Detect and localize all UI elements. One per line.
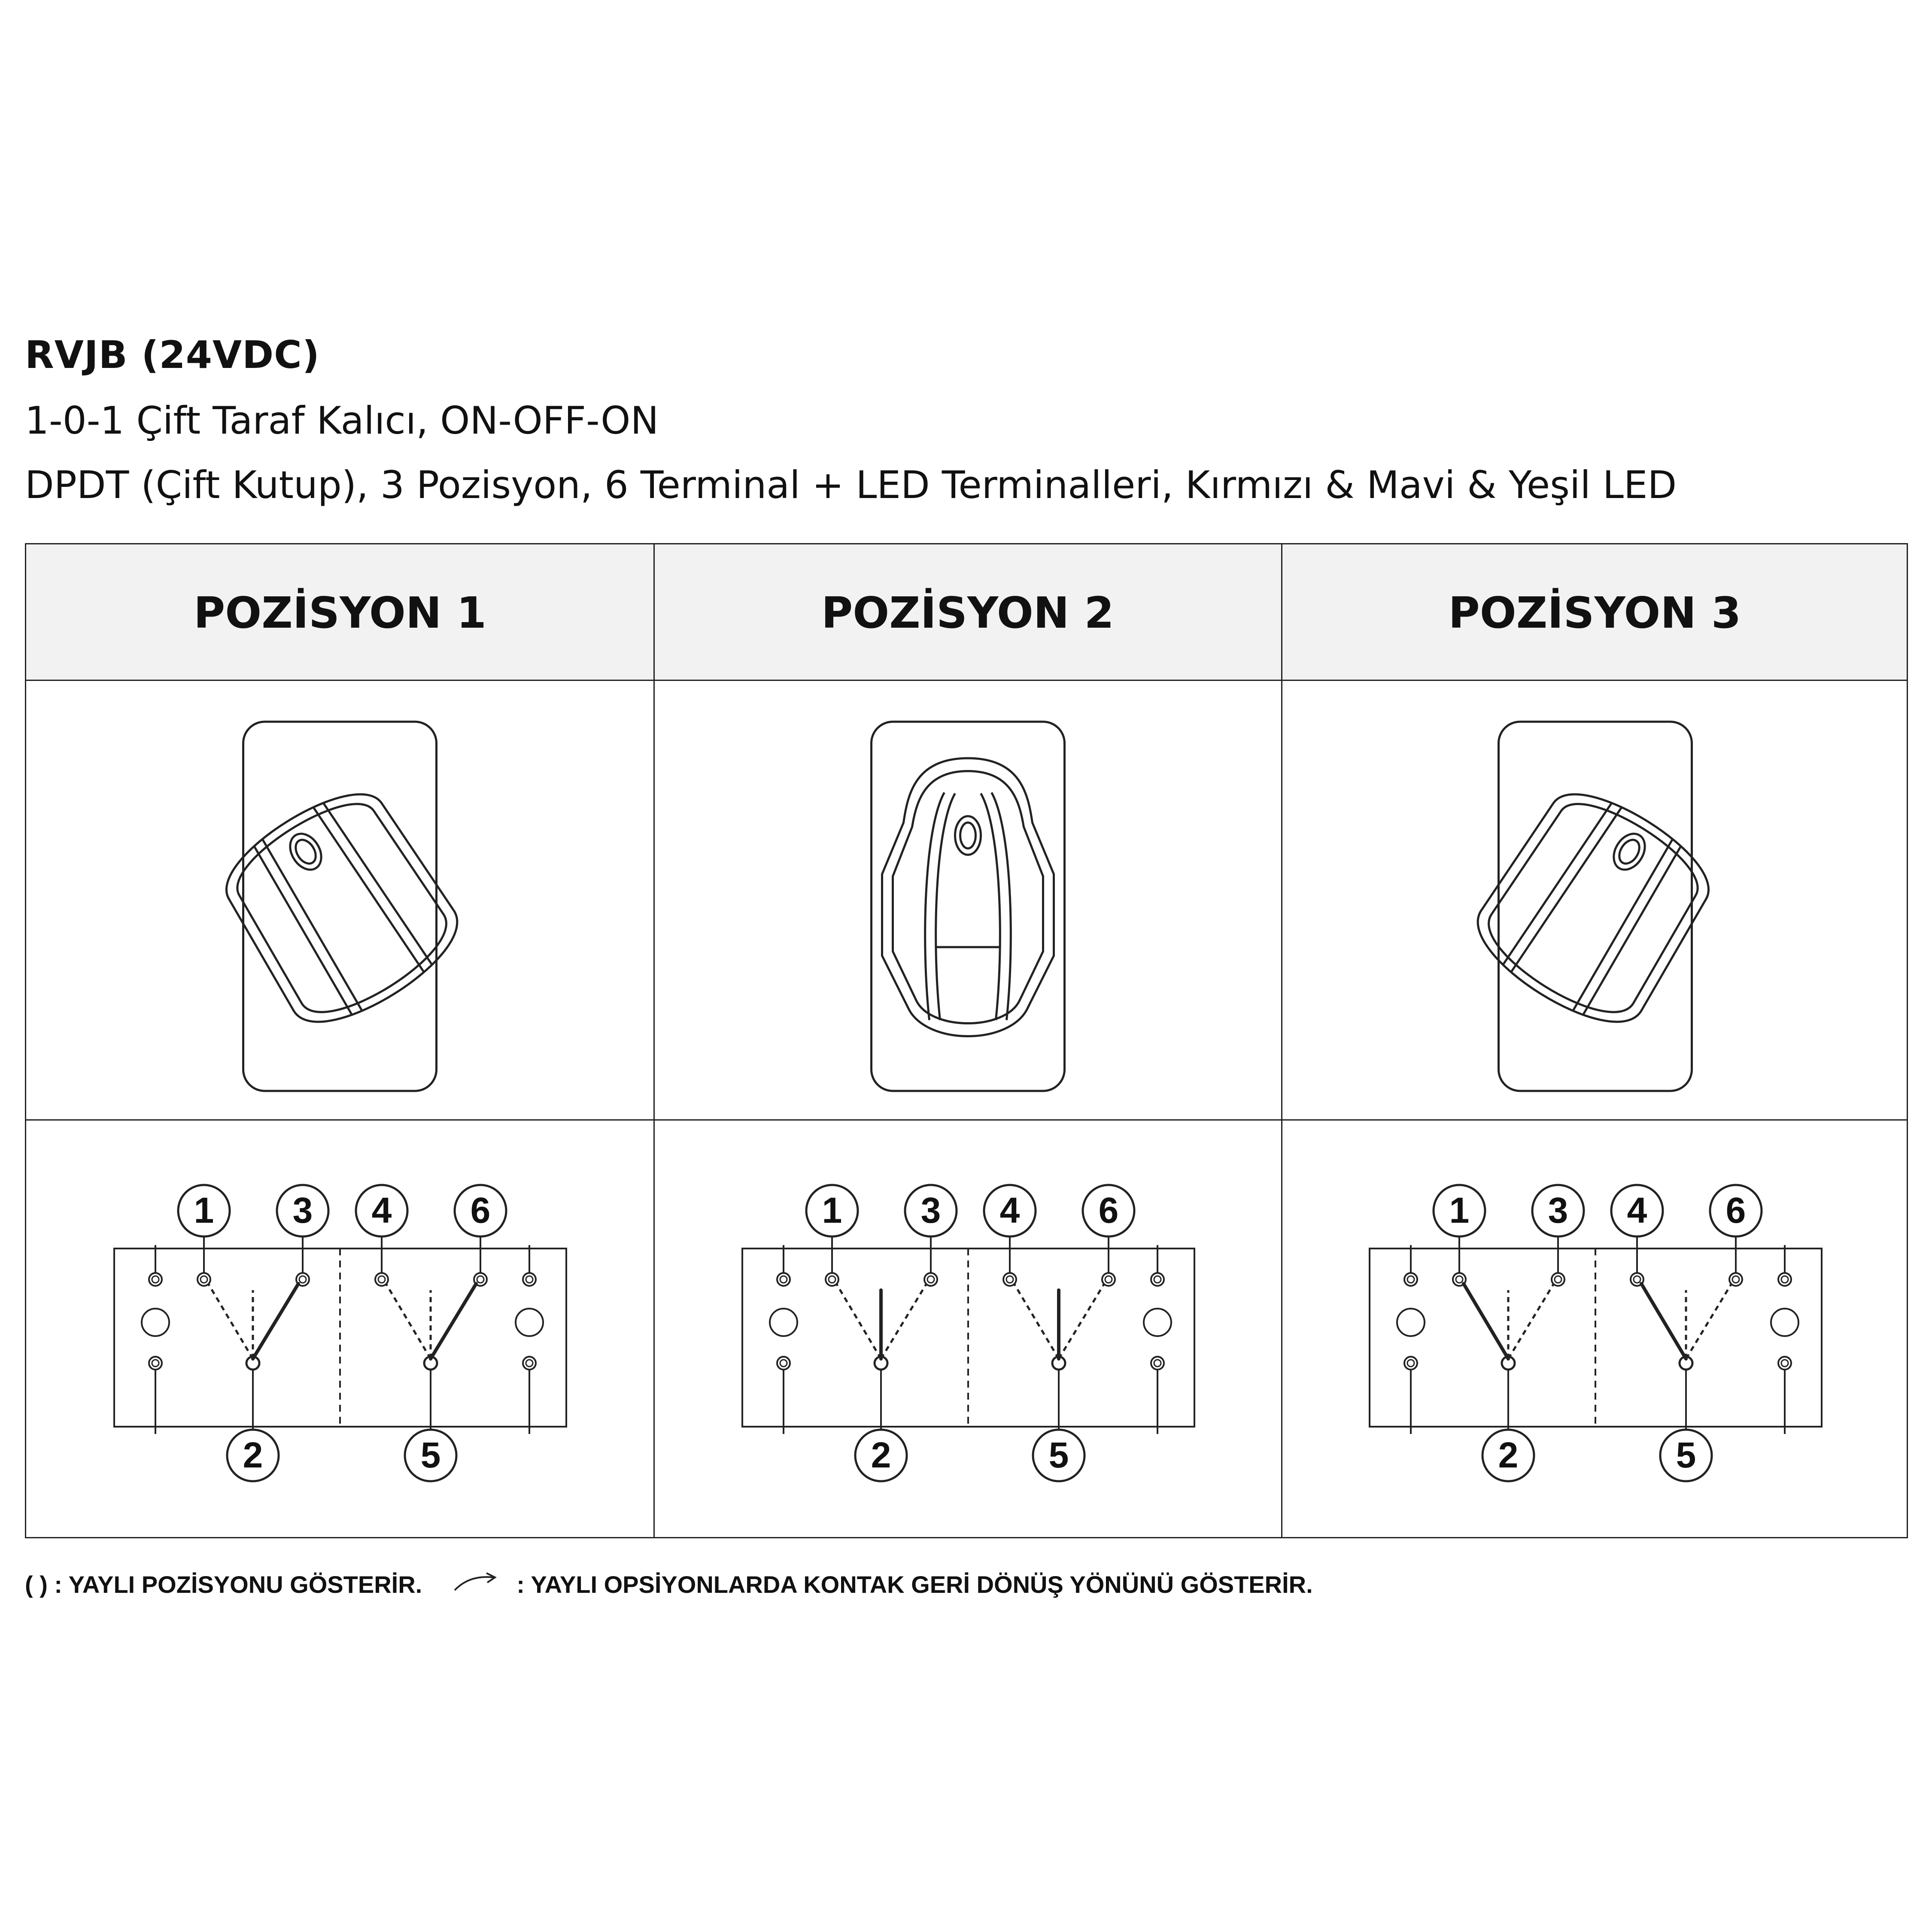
led-terminal-inner xyxy=(152,1360,159,1367)
led-terminal-inner xyxy=(1154,1276,1161,1283)
table-header-row xyxy=(26,544,1907,681)
terminal-number-top: 6 xyxy=(1725,1190,1746,1230)
circuit-diagram-1 xyxy=(26,1121,653,1537)
terminal-number-top: 1 xyxy=(194,1190,214,1230)
led-terminal-inner xyxy=(1781,1360,1788,1367)
rocker-ridge xyxy=(981,793,1000,1020)
terminal-number-top: 6 xyxy=(1098,1190,1119,1230)
inactive-path xyxy=(1059,1284,1104,1359)
led-terminal xyxy=(777,1273,790,1286)
active-contact-arm xyxy=(253,1284,298,1359)
led-terminal xyxy=(523,1357,536,1370)
active-contact-arm xyxy=(431,1284,476,1359)
terminal-contact-inner xyxy=(1732,1276,1739,1283)
led-terminal-large xyxy=(142,1309,169,1336)
inactive-path xyxy=(1686,1284,1732,1359)
led-terminal xyxy=(777,1357,790,1370)
rocker-ridge xyxy=(1511,804,1622,976)
terminal-contact-inner xyxy=(1555,1276,1561,1283)
rocker-body xyxy=(207,722,475,1091)
inactive-path xyxy=(386,1284,431,1359)
rocker-body xyxy=(1461,722,1728,1091)
curved-arrow-icon xyxy=(452,1571,499,1598)
rocker-housing xyxy=(1499,722,1692,1091)
terminal-contact-inner xyxy=(927,1276,934,1283)
page-subtitle: 1-0-1 Çift Taraf Kalıcı, ON-OFF-ON xyxy=(25,398,659,443)
circuit-body xyxy=(114,1185,566,1481)
led-terminal xyxy=(1778,1357,1791,1370)
led-terminal-inner xyxy=(1154,1360,1161,1367)
terminal-number-top: 3 xyxy=(292,1190,313,1230)
active-contact-arm xyxy=(1464,1284,1508,1359)
terminal-number-bottom: 5 xyxy=(1676,1435,1696,1475)
active-contact-arm xyxy=(1641,1284,1686,1359)
led-lens-icon xyxy=(1607,828,1651,875)
terminal-contact-inner xyxy=(1634,1276,1640,1283)
led-terminal-large xyxy=(1397,1309,1425,1336)
terminal-number-bottom: 5 xyxy=(420,1435,441,1475)
rocker-cap-inner xyxy=(893,771,1043,1024)
led-terminal-inner xyxy=(526,1276,533,1283)
led-terminal-inner xyxy=(780,1360,787,1367)
rocker-housing xyxy=(243,722,437,1091)
led-terminal xyxy=(1778,1273,1791,1286)
led-terminal-large xyxy=(1144,1309,1171,1336)
page-description: DPDT (Çift Kutup), 3 Pozisyon, 6 Terminal + LED Terminalleri, Kırmızı & Mavi & Yeşil LED xyxy=(25,463,1677,507)
terminal-number-bottom: 2 xyxy=(871,1435,891,1475)
rocker-ridge xyxy=(313,804,424,976)
led-terminal xyxy=(1404,1273,1417,1286)
led-terminal-inner xyxy=(526,1360,533,1367)
led-terminal xyxy=(149,1357,162,1370)
spring-position-note: ( ) : YAYLI POZİSYONU GÖSTERİR. xyxy=(25,1571,422,1598)
terminal-contact-inner xyxy=(477,1276,484,1283)
position-1-header: POZİSYON 1 xyxy=(194,587,486,638)
terminal-contact-inner xyxy=(299,1276,306,1283)
rocker-cap xyxy=(207,772,475,1044)
led-terminal-inner xyxy=(1407,1276,1414,1283)
return-direction-note: : YAYLI OPSİYONLARDA KONTAK GERİ DÖNÜŞ YÖNÜNÜ GÖSTERİR. xyxy=(516,1571,1313,1598)
led-terminal xyxy=(523,1273,536,1286)
led-lens-icon xyxy=(284,828,328,875)
led-terminal xyxy=(1151,1273,1164,1286)
led-terminal-large xyxy=(770,1309,797,1336)
rocker-ridge xyxy=(1577,846,1686,1015)
led-terminal xyxy=(149,1273,162,1286)
terminal-contact-inner xyxy=(1006,1276,1013,1283)
rocker-switch-icon xyxy=(26,681,653,1119)
terminal-contact-inner xyxy=(200,1276,207,1283)
terminal-number-bottom: 5 xyxy=(1048,1435,1069,1475)
terminal-number-bottom: 2 xyxy=(1498,1435,1519,1475)
circuit-body xyxy=(742,1185,1194,1481)
inactive-path xyxy=(1508,1284,1554,1359)
terminal-number-top: 1 xyxy=(1449,1190,1470,1230)
inactive-path xyxy=(208,1284,253,1359)
led-terminal xyxy=(1404,1357,1417,1370)
led-terminal-inner xyxy=(1781,1276,1788,1283)
rocker-drawing-1 xyxy=(26,681,653,1119)
rocker-cap-outline xyxy=(882,758,1054,1036)
terminal-number-top: 4 xyxy=(1627,1190,1647,1230)
positions-table xyxy=(25,543,1908,1538)
terminal-number-top: 1 xyxy=(822,1190,842,1230)
position-2-header: POZİSYON 2 xyxy=(821,587,1114,638)
led-terminal-inner xyxy=(152,1276,159,1283)
led-terminal-inner xyxy=(780,1276,787,1283)
rocker-ridge xyxy=(249,846,358,1015)
legend-footer xyxy=(25,1569,1313,1599)
terminal-number-top: 4 xyxy=(999,1190,1020,1230)
terminal-contact-inner xyxy=(1456,1276,1463,1283)
terminal-number-top: 6 xyxy=(470,1190,491,1230)
led-terminal-large xyxy=(1771,1309,1798,1336)
led-lens-icon xyxy=(960,823,976,848)
rocker-switch-icon xyxy=(655,681,1281,1119)
rocker-ridge xyxy=(1503,799,1612,969)
terminal-number-top: 4 xyxy=(371,1190,392,1230)
rocker-ridge xyxy=(323,799,432,969)
circuit-diagram-2 xyxy=(655,1121,1281,1537)
terminal-contact-inner xyxy=(1105,1276,1112,1283)
rocker-ridge xyxy=(936,793,955,1020)
terminal-number-top: 3 xyxy=(1548,1190,1568,1230)
position-3-header: POZİSYON 3 xyxy=(1448,587,1741,638)
page-title: RVJB (24VDC) xyxy=(25,333,320,377)
rocker-ridge xyxy=(992,793,1011,1020)
terminal-number-bottom: 2 xyxy=(243,1435,263,1475)
terminal-contact-inner xyxy=(378,1276,385,1283)
inactive-path xyxy=(1014,1284,1059,1359)
terminal-contact-inner xyxy=(829,1276,835,1283)
led-terminal-large xyxy=(516,1309,543,1336)
rocker-drawing-2 xyxy=(655,681,1281,1119)
circuit-body xyxy=(1370,1185,1822,1481)
led-terminal-inner xyxy=(1407,1360,1414,1367)
rocker-drawing-3 xyxy=(1282,681,1908,1119)
terminal-number-top: 3 xyxy=(920,1190,941,1230)
inactive-path xyxy=(881,1284,927,1359)
rocker-ridge xyxy=(925,793,945,1020)
inactive-path xyxy=(836,1284,881,1359)
rocker-body xyxy=(872,722,1065,1091)
rocker-switch-icon xyxy=(1282,681,1908,1119)
circuit-diagram-3 xyxy=(1282,1121,1908,1537)
led-terminal xyxy=(1151,1357,1164,1370)
rocker-cap xyxy=(1461,772,1728,1044)
